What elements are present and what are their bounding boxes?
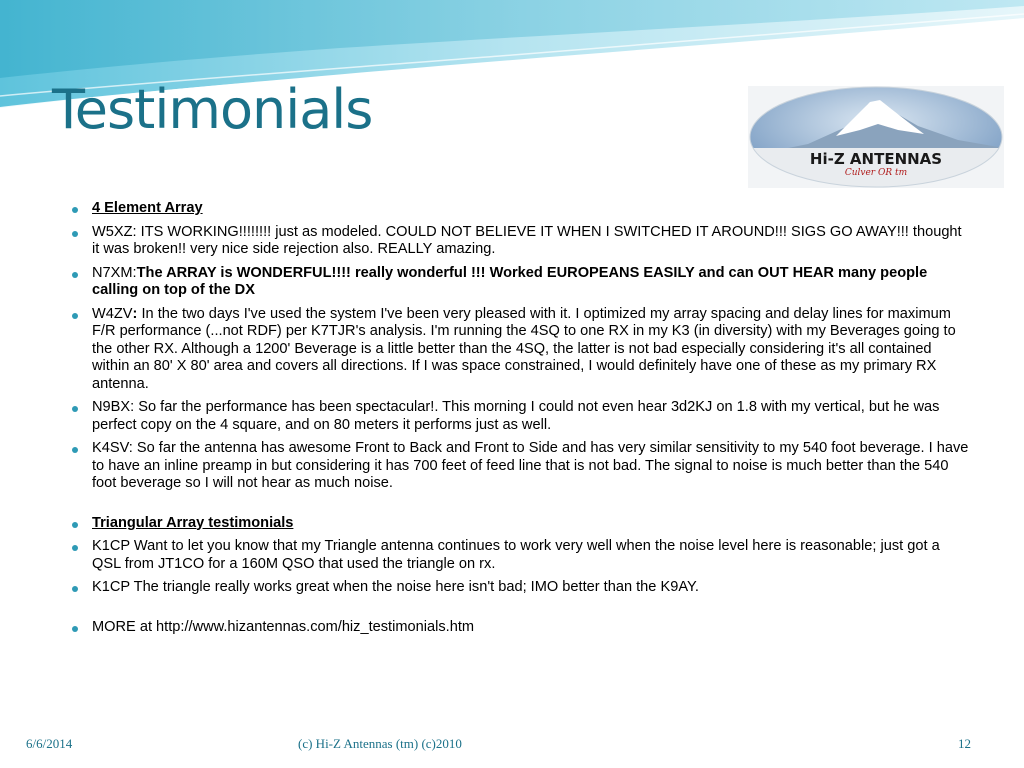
- list-item: [72, 579, 972, 597]
- bullet-icon: [72, 207, 78, 213]
- testimonial-n7xm-text: The ARRAY is WONDERFUL!!!! really wonderful !!! Worked EUROPEANS EASILY and can OUT HEAR many people calling on top of the DX: [92, 264, 928, 298]
- logo-tm: tm: [895, 168, 908, 178]
- section-heading-triangular-array: Triangular Array testimonials: [92, 514, 294, 531]
- list-item: [72, 306, 972, 394]
- list-item: [72, 619, 972, 637]
- bullet-icon: [72, 313, 78, 319]
- testimonials-list: [72, 200, 972, 642]
- logo-brand-name: Hi-Z ANTENNAS: [809, 150, 943, 168]
- more-testimonials-link[interactable]: MORE at http://www.hizantennas.com/hiz_testimonials.htm: [92, 618, 475, 635]
- list-item: [72, 200, 972, 218]
- list-item: [72, 265, 972, 300]
- testimonial-n9bx: N9BX: So far the performance has been spectacular!. This morning I could not even hear 3d2KJ on 1.8 with my vertical, but he was perfect copy on the 4 square, and on 80 meters it performs just as well.: [92, 399, 940, 433]
- testimonial-w4zv-callsign: W4ZV: [92, 305, 133, 322]
- bullet-icon: [72, 231, 78, 237]
- list-item: [72, 538, 972, 573]
- bullet-icon: [72, 447, 78, 453]
- bullet-icon: [72, 626, 78, 632]
- logo-location: [748, 168, 1004, 178]
- bullet-icon: [72, 406, 78, 412]
- testimonial-k1cp-1: K1CP Want to let you know that my Triangle antenna continues to work very well when the noise level here is reasonable; just got a QSL from JT1CO for a 160M QSO that used the triangle on rx.: [92, 538, 940, 572]
- footer-date: 6/6/2014: [26, 736, 73, 751]
- testimonial-k4sv: K4SV: So far the antenna has awesome Front to Back and Front to Side and has very similar sensitivity to my 540 foot beverage. I have to have an inline preamp in but considering it has 700 feet of feed line that is not bad. The signal to noise is much better than the 540 foot beverage so I will not hear as much noise.: [92, 440, 969, 491]
- logo-location-text: Culver OR: [844, 168, 893, 178]
- bullet-icon: [72, 586, 78, 592]
- testimonial-w4zv-colon: :: [132, 305, 138, 322]
- testimonial-n7xm-callsign: N7XM:: [92, 264, 137, 281]
- footer-copyright: (c) Hi-Z Antennas (tm) (c)2010: [298, 736, 462, 751]
- hiz-antennas-logo: [748, 86, 1004, 188]
- testimonial-k1cp-2: K1CP The triangle really works great when the noise here isn't bad; IMO better than the K9AY.: [92, 579, 699, 595]
- section-heading-4-element-array: 4 Element Array: [92, 200, 203, 216]
- list-item: [72, 515, 972, 533]
- slide-title: Testimonials: [52, 78, 373, 141]
- bullet-icon: [72, 545, 78, 551]
- testimonial-w4zv-text: In the two days I've used the system I've been very pleased with it. I optimized my array spacing and delay lines for maximum F/R performance (...not RDF) per K7TJR's analysis. I'm running the 4SQ to one RX in my K3 (in diversity) with my Beverages going to the other RX. Although a 1200' Beverage is a little better than the 4SQ, the latter is not bad especially considering it's all contained within an 80' X 80' area and covers all directions. If I was space constrained, I would definitely have one of these as my primary RX antenna.: [92, 305, 956, 392]
- list-item: [72, 224, 972, 259]
- footer-page-number: 12: [958, 736, 971, 751]
- list-item: [72, 399, 972, 434]
- testimonial-w5xz: W5XZ: ITS WORKING!!!!!!!! just as modeled. COULD NOT BELIEVE IT WHEN I SWITCHED IT AROUND!!! SIGS GO AWAY!!! thought it was broken!! very nice side rejection also. REALLY amazing.: [92, 223, 962, 257]
- bullet-icon: [72, 522, 78, 528]
- bullet-icon: [72, 272, 78, 278]
- list-item: [72, 440, 972, 493]
